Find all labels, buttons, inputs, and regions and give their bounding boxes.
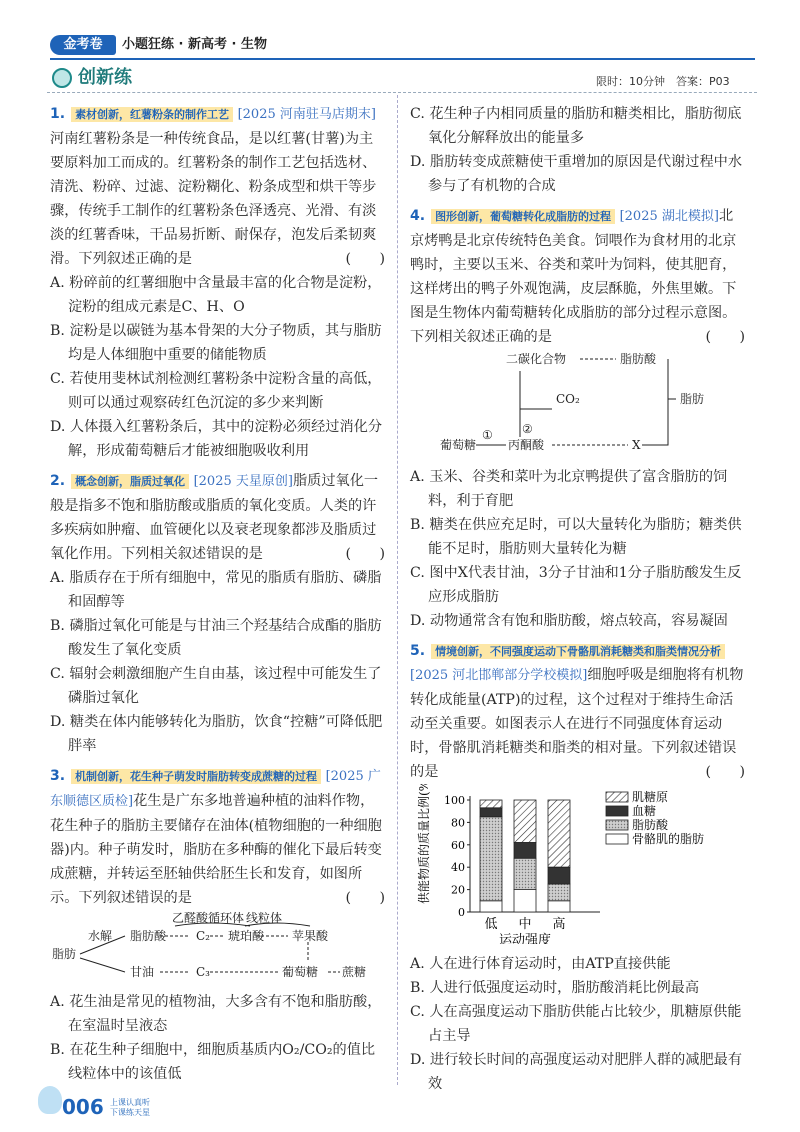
y-tick-label: 0 bbox=[458, 906, 465, 919]
q5-stacked-bar-chart bbox=[410, 784, 745, 944]
legend-swatch bbox=[606, 834, 628, 844]
q4-source: [2025 湖北模拟] bbox=[619, 209, 719, 224]
q4-node-x: X bbox=[632, 438, 641, 452]
bar-segment bbox=[514, 890, 536, 912]
q2-number: 2. bbox=[50, 473, 66, 489]
q1-source: [2025 河南驻马店期末] bbox=[237, 107, 376, 122]
q4-node-fatty-acid: 脂肪酸 bbox=[620, 352, 657, 366]
q4-option-d: D. 动物通常含有饱和脂肪酸，熔点较高，容易凝固 bbox=[410, 613, 728, 629]
q5-stem: 细胞呼吸是细胞将有机物转化成能量(ATP)的过程，这个过程对于维持生命活动至关重要。如图表示人在进行不同强度体育运动时，骨骼肌消耗糖类和脂类的相对量。下列叙述错误的是 bbox=[410, 667, 744, 780]
q4-glucose-to-fat-diagram bbox=[410, 349, 745, 457]
q3-node-fat: 脂肪 bbox=[52, 947, 77, 961]
q3-answer-bracket: ( ) bbox=[345, 890, 385, 906]
q4-option-c: C. 图中X代表甘油，3分子甘油和1分子脂肪酸发生反应形成脂肪 bbox=[410, 565, 742, 605]
q3-option-d: D. 脂肪转变成蔗糖使干重增加的原因是代谢过程中水参与了有机物的合成 bbox=[410, 154, 743, 194]
q1-option-a: A. 粉碎前的红薯细胞中含量最丰富的化合物是淀粉，淀粉的组成元素是C、H、O bbox=[50, 275, 382, 315]
y-axis-label: 供能物质的质量比例(%) bbox=[417, 784, 431, 904]
q2-option-a: A. 脂质存在于所有细胞中，常见的脂质有脂肪、磷脂和固醇等 bbox=[50, 570, 382, 610]
q3-number: 3. bbox=[50, 768, 66, 784]
y-tick-label: 20 bbox=[451, 883, 465, 897]
q5-option-a: A. 人在进行体育运动时，由ATP直接供能 bbox=[410, 956, 671, 972]
legend-label: 血糖 bbox=[632, 804, 657, 818]
question-4 bbox=[410, 204, 745, 633]
right-column bbox=[410, 102, 745, 1096]
q1-option-d: D. 人体摄入红薯粉条后，其中的淀粉必须经过消化分解，形成葡萄糖后才能被细胞吸收利用 bbox=[50, 419, 383, 459]
q2-option-c: C. 辐射会刺激细胞产生自由基，该过程中可能发生了磷脂过氧化 bbox=[50, 666, 382, 706]
q4-node-co2: CO₂ bbox=[556, 392, 580, 406]
legend-swatch bbox=[606, 806, 628, 816]
q3-fat-conversion-diagram bbox=[50, 910, 385, 982]
q3-node-c2: C₂ bbox=[196, 929, 210, 943]
q3-label-mitochondria: 线粒体 bbox=[246, 911, 283, 925]
bar-segment bbox=[548, 800, 570, 867]
legend-label: 脂肪酸 bbox=[632, 818, 669, 832]
y-tick-label: 80 bbox=[451, 816, 465, 830]
q3-node-malate: 苹果酸 bbox=[292, 929, 329, 943]
q5-option-c: C. 人在高强度运动下脂肪供能占比较少，肌糖原供能占主导 bbox=[410, 1004, 742, 1044]
bar-segment bbox=[548, 901, 570, 912]
mascot-logo bbox=[38, 1086, 62, 1114]
q3-label-glyoxysome: 乙醛酸循环体 bbox=[172, 911, 245, 925]
question-3 bbox=[50, 764, 385, 1086]
x-tick-label: 中 bbox=[518, 917, 532, 932]
q5-number: 5. bbox=[410, 643, 426, 659]
q1-tag: 素材创新，红薯粉条的制作工艺 bbox=[71, 107, 233, 122]
legend-label: 肌糖原 bbox=[632, 790, 669, 804]
q3-option-c: C. 花生种子内相同质量的脂肪和糖类相比，脂肪彻底氧化分解释放出的能量多 bbox=[410, 106, 742, 146]
q1-option-c: C. 若使用斐林试剂检测红薯粉条中淀粉含量的高低，则可以通过观察砖红色沉淀的多少来判断 bbox=[50, 371, 382, 411]
y-tick-label: 60 bbox=[451, 838, 465, 852]
q3-stem: 花生是广东多地普遍种植的油料作物，花生种子的脂肪主要储存在油体(植物细胞的一种细胞器)内。种子萌发时，脂肪在多种酶的催化下最后转变成蔗糖，并转运至胚轴供给胚生长和发育，如图所示。下列叙述错误的是 bbox=[50, 793, 382, 906]
q5-source: [2025 河北邯郸部分学校模拟] bbox=[410, 668, 588, 683]
q5-option-d: D. 进行较长时间的高强度运动对肥胖人群的减肥最有效 bbox=[410, 1052, 743, 1092]
footer-slogan-line-2: 下课练天星 bbox=[110, 1108, 150, 1117]
q2-stem: 脂质过氧化一般是指多不饱和脂肪酸或脂质的氧化变质。人类的许多疾病如肿瘤、血管硬化以及衰老现象都涉及脂质过氧化作用。下列相关叙述错误的是 bbox=[50, 473, 379, 562]
bar-segment bbox=[480, 901, 502, 912]
q3-option-a: A. 花生油是常见的植物油，大多含有不饱和脂肪酸，在室温时呈液态 bbox=[50, 994, 382, 1034]
bar-segment bbox=[548, 884, 570, 901]
q2-option-d: D. 糖类在体内能够转化为脂肪，饮食“控糖”可降低肥胖率 bbox=[50, 714, 383, 754]
q4-answer-bracket: ( ) bbox=[705, 329, 745, 345]
q2-source: [2025 天星原创] bbox=[193, 474, 293, 489]
bar-segment bbox=[514, 843, 536, 859]
question-1 bbox=[50, 102, 385, 463]
q3-tag: 机制创新，花生种子萌发时脂肪转变成蔗糖的过程 bbox=[71, 769, 321, 784]
q4-node-glucose: 葡萄糖 bbox=[440, 438, 477, 452]
section-title: 创新练 bbox=[78, 67, 132, 88]
q1-number: 1. bbox=[50, 106, 66, 122]
q3-node-succinate: 琥珀酸 bbox=[228, 929, 265, 943]
q3-option-b: B. 在花生种子细胞中，细胞质基质内O₂/CO₂的值比线粒体中的该值低 bbox=[50, 1042, 376, 1082]
q5-answer-bracket: ( ) bbox=[705, 764, 745, 780]
footer-slogan-line-1: 上课认真听 bbox=[110, 1098, 150, 1107]
q1-option-b: B. 淀粉是以碳链为基本骨架的大分子物质，其与脂肪均是人体细胞中重要的储能物质 bbox=[50, 323, 382, 363]
q4-step-1: ① bbox=[482, 428, 493, 442]
question-2 bbox=[50, 469, 385, 758]
q3-source: [2025 广东顺德区质检] bbox=[50, 769, 381, 809]
book-title: 小题狂练 · 新高考 · 生物 bbox=[122, 37, 267, 52]
legend-label: 骨骼肌的脂肪 bbox=[632, 832, 705, 846]
legend-swatch bbox=[606, 792, 628, 802]
bar-segment bbox=[514, 858, 536, 889]
q4-stem: 北京烤鸭是北京传统特色美食。饲喂作为食材用的北京鸭时，主要以玉米、谷类和菜叶为饲料，使其肥育，这样烤出的鸭子外观饱满，皮层酥脆，外焦里嫩。下图是生物体内葡萄糖转化成脂肪的部分过程示意图。下列相关叙述正确的是 bbox=[410, 208, 737, 345]
q4-node-pyruvate: 丙酮酸 bbox=[508, 438, 545, 452]
footer-slogan bbox=[110, 1098, 150, 1118]
q4-tag: 图形创新，葡萄糖转化成脂肪的过程 bbox=[431, 209, 615, 224]
q4-number: 4. bbox=[410, 208, 426, 224]
q4-node-fat: 脂肪 bbox=[680, 392, 705, 406]
q3-node-c3: C₃ bbox=[196, 965, 210, 979]
q4-option-a: A. 玉米、谷类和菜叶为北京鸭提供了富含脂肪的饲料，利于育肥 bbox=[410, 469, 728, 509]
q2-answer-bracket: ( ) bbox=[345, 546, 385, 562]
y-tick-label: 40 bbox=[451, 861, 465, 875]
q3-node-fatty-acid: 脂肪酸 bbox=[130, 929, 167, 943]
column-divider bbox=[397, 95, 398, 1085]
q3-node-glycerol: 甘油 bbox=[130, 965, 155, 979]
q4-node-two-carbon: 二碳化合物 bbox=[506, 352, 567, 366]
q5-tag: 情境创新，不同强度运动下骨骼肌消耗糖类和脂类情况分析 bbox=[431, 644, 725, 659]
time-limit: 限时：10分钟 答案：P03 bbox=[596, 75, 730, 88]
q3-node-glucose: 葡萄糖 bbox=[282, 965, 319, 979]
bar-segment bbox=[514, 800, 536, 843]
q2-tag: 概念创新，脂质过氧化 bbox=[71, 474, 189, 489]
q3-label-hydrolysis: 水解 bbox=[88, 929, 113, 943]
magnifier-icon bbox=[52, 68, 72, 88]
header-rule bbox=[50, 58, 755, 60]
y-tick-label: 100 bbox=[444, 794, 465, 807]
bar-segment bbox=[480, 800, 502, 808]
left-column bbox=[50, 102, 385, 1086]
question-5 bbox=[410, 639, 745, 1096]
bar-segment bbox=[480, 817, 502, 901]
q4-step-2: ② bbox=[522, 422, 533, 436]
q1-stem: 河南红薯粉条是一种传统食品，是以红薯(甘薯)为主要原料加工而成的。红薯粉条的制作工艺包括选材、清洗、粉碎、过滤、淀粉糊化、粉条成型和烘干等步骤，传统手工制作的红薯粉条色泽透亮、光滑、有淡淡的红薯香味，干品易折断、耐保存，泡发后柔韧爽滑。下列叙述正确的是 bbox=[50, 131, 377, 267]
q5-option-b: B. 人进行低强度运动时，脂肪酸消耗比例最高 bbox=[410, 980, 700, 996]
x-tick-label: 低 bbox=[484, 917, 498, 932]
q1-answer-bracket: ( ) bbox=[345, 251, 385, 267]
divider bbox=[47, 92, 757, 93]
q2-option-b: B. 磷脂过氧化可能是与甘油三个羟基结合成酯的脂肪酸发生了氧化变质 bbox=[50, 618, 382, 658]
x-tick-label: 高 bbox=[552, 917, 566, 932]
x-axis-label: 运动强度 bbox=[498, 933, 552, 944]
bar-segment bbox=[548, 867, 570, 884]
page-number: 006 bbox=[62, 1095, 104, 1119]
q3-node-sucrose: 蔗糖 bbox=[342, 965, 367, 979]
bar-segment bbox=[480, 808, 502, 817]
q4-option-b: B. 糖类在供应充足时，可以大量转化为脂肪；糖类供能不足时，脂肪则大量转化为糖 bbox=[410, 517, 742, 557]
legend-swatch bbox=[606, 820, 628, 830]
brand-badge: 金考卷 bbox=[50, 35, 116, 55]
